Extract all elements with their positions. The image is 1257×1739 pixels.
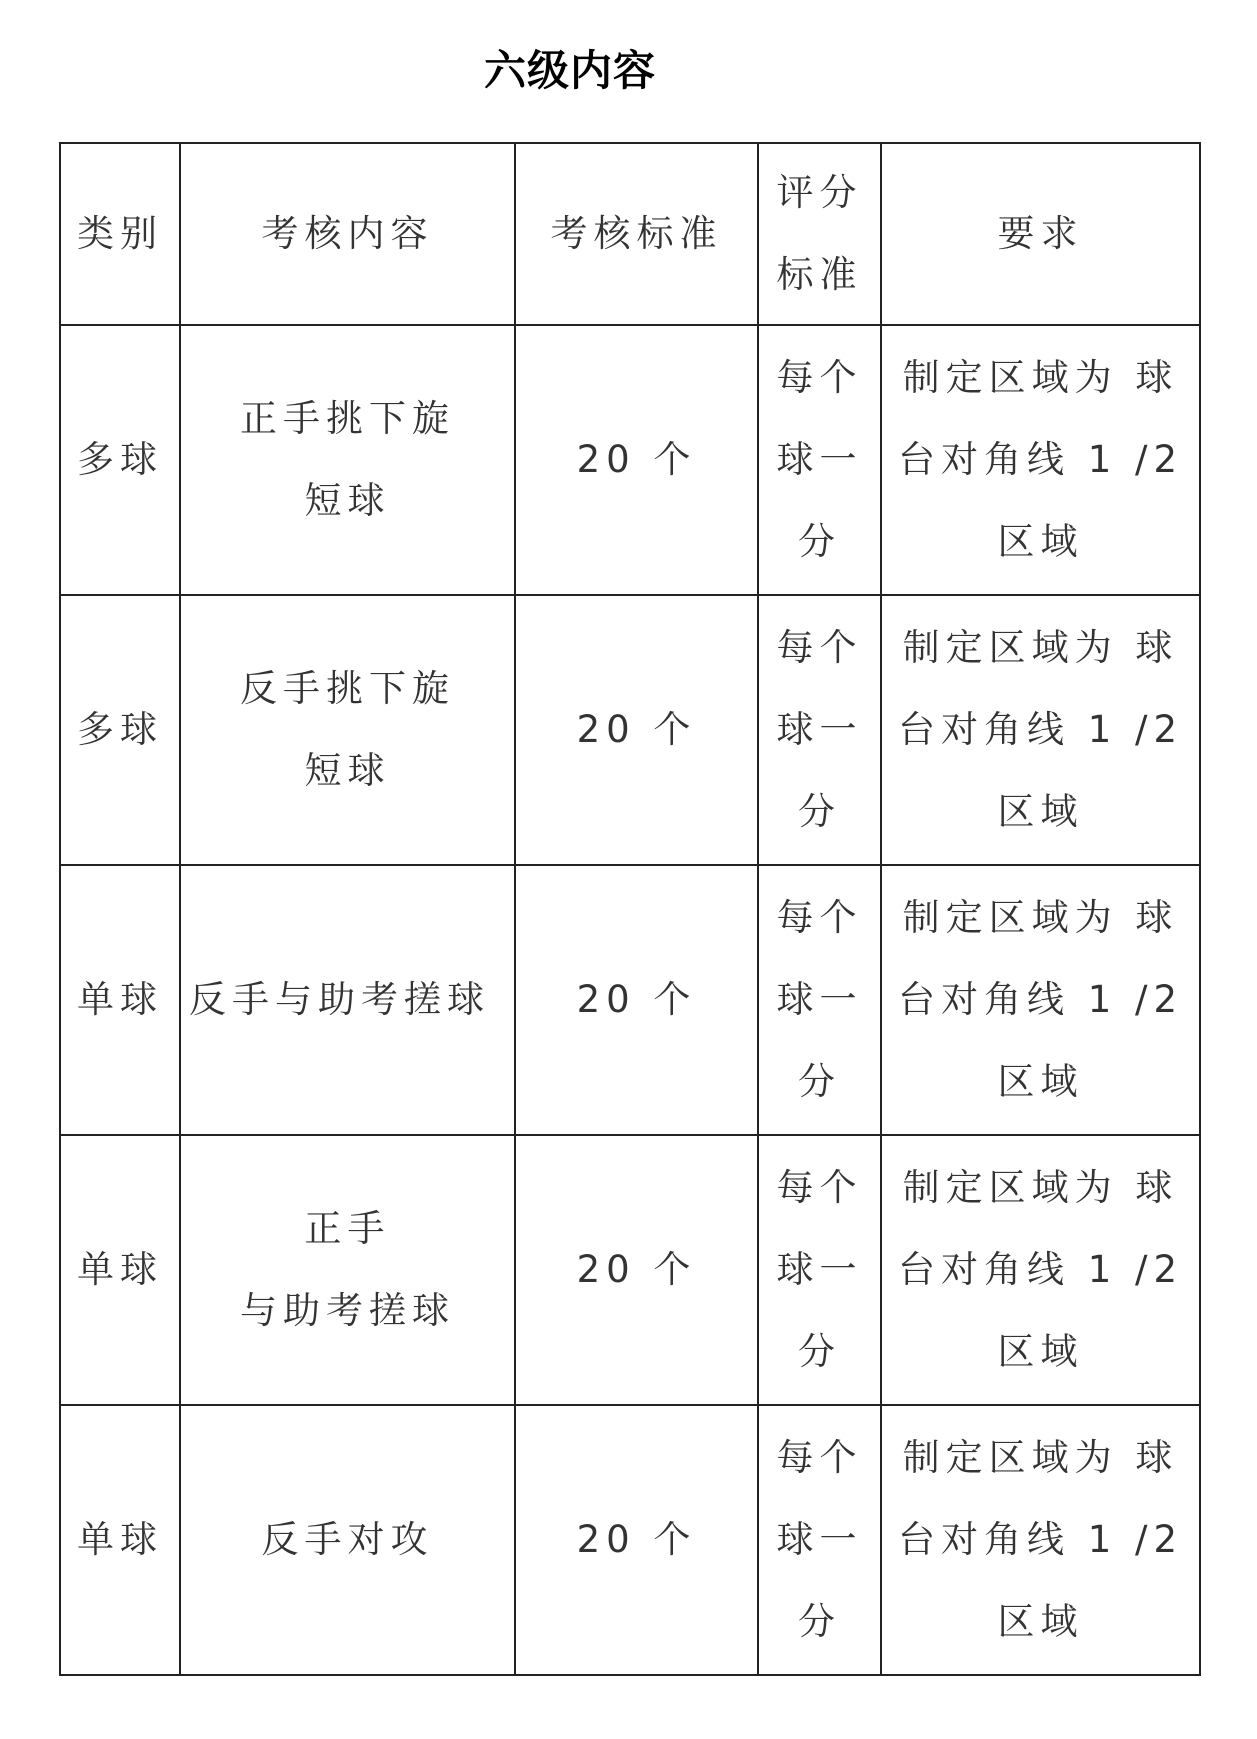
row-requirement: 制定区域为 球台对角线 1 /2 区域 bbox=[881, 865, 1200, 1135]
header-requirement: 要求 bbox=[881, 143, 1200, 325]
row-scoring: 每个球一分 bbox=[758, 1135, 881, 1405]
row-content-line: 反手与助考搓球 bbox=[189, 978, 490, 1021]
header-standard: 考核标准 bbox=[515, 143, 758, 325]
row-scoring: 每个球一分 bbox=[758, 595, 881, 865]
row-category: 单球 bbox=[60, 1405, 180, 1675]
table-row bbox=[60, 595, 1200, 865]
row-standard: 20 个 bbox=[515, 865, 758, 1135]
row-content-line: 反手对攻 bbox=[261, 1518, 434, 1561]
header-content: 考核内容 bbox=[180, 143, 515, 325]
row-category: 单球 bbox=[60, 865, 180, 1135]
row-content-line: 短球 bbox=[304, 479, 391, 522]
row-content-line: 反手挑下旋 bbox=[240, 667, 455, 710]
row-content-line: 正手 bbox=[304, 1207, 391, 1250]
row-requirement: 制定区域为 球台对角线 1 /2 区域 bbox=[881, 1405, 1200, 1675]
header-category: 类别 bbox=[60, 143, 180, 325]
row-requirement: 制定区域为 球台对角线 1 /2 区域 bbox=[881, 1135, 1200, 1405]
row-content bbox=[180, 325, 515, 595]
header-row bbox=[60, 143, 1200, 325]
row-requirement: 制定区域为 球台对角线 1 /2 区域 bbox=[881, 595, 1200, 865]
row-content bbox=[180, 595, 515, 865]
row-standard: 20 个 bbox=[515, 595, 758, 865]
row-standard: 20 个 bbox=[515, 1135, 758, 1405]
table-row bbox=[60, 1405, 1200, 1675]
row-content-line: 短球 bbox=[304, 749, 391, 792]
row-category: 多球 bbox=[60, 325, 180, 595]
row-standard: 20 个 bbox=[515, 325, 758, 595]
row-requirement: 制定区域为 球台对角线 1 /2 区域 bbox=[881, 325, 1200, 595]
table-row bbox=[60, 1135, 1200, 1405]
row-scoring: 每个球一分 bbox=[758, 325, 881, 595]
assessment-table bbox=[59, 142, 1201, 1676]
table-row bbox=[60, 865, 1200, 1135]
page-title: 六级内容 bbox=[483, 46, 656, 95]
row-standard: 20 个 bbox=[515, 1405, 758, 1675]
table-row bbox=[60, 325, 1200, 595]
row-content-line: 正手挑下旋 bbox=[240, 397, 455, 440]
header-scoring: 评分标准 bbox=[758, 143, 881, 325]
row-content bbox=[180, 1405, 515, 1675]
row-category: 单球 bbox=[60, 1135, 180, 1405]
row-scoring: 每个球一分 bbox=[758, 865, 881, 1135]
row-content bbox=[180, 1135, 515, 1405]
row-content-line: 与助考搓球 bbox=[240, 1289, 455, 1332]
row-content bbox=[180, 865, 515, 1135]
row-category: 多球 bbox=[60, 595, 180, 865]
row-scoring: 每个球一分 bbox=[758, 1405, 881, 1675]
